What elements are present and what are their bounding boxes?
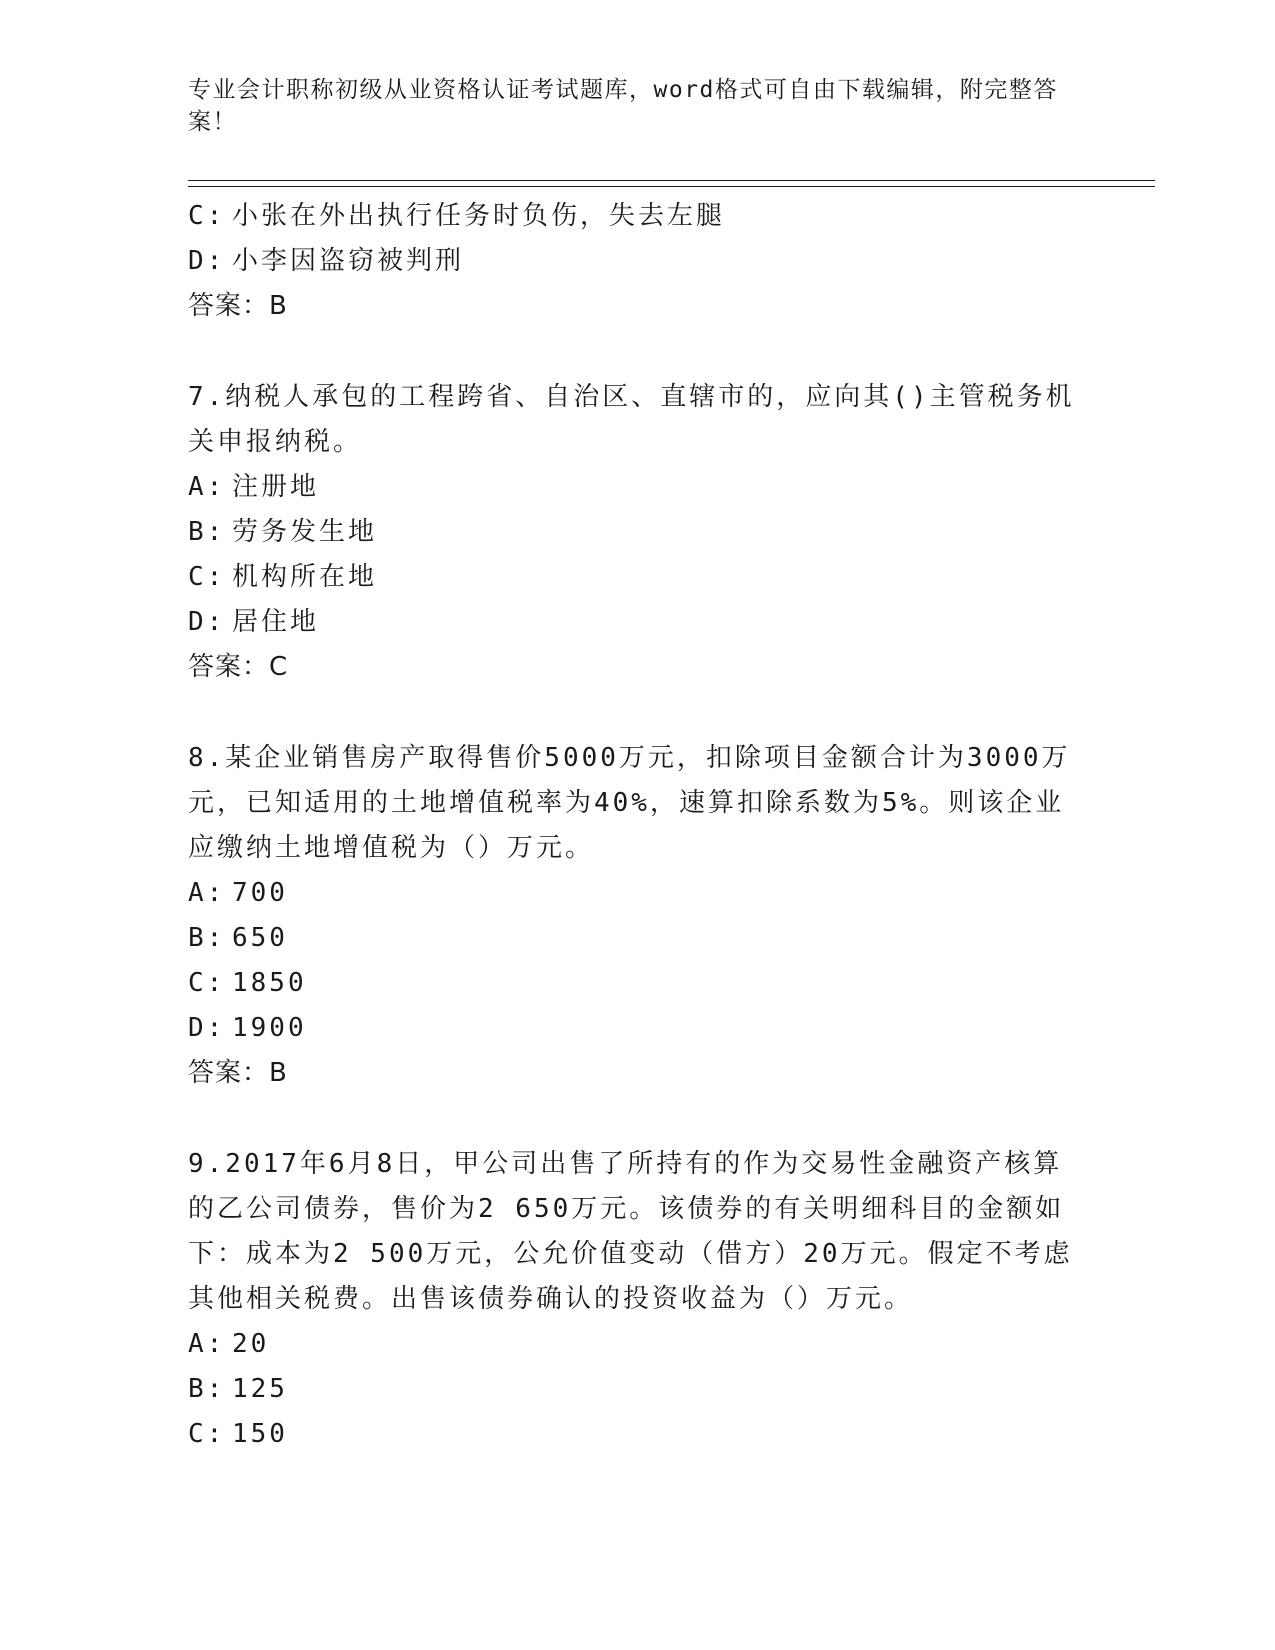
option-text: 小李因盗窃被判刑 — [232, 246, 465, 276]
option-a — [188, 1322, 1088, 1367]
option-letter: C: — [188, 201, 226, 231]
option-letter: D: — [188, 246, 226, 276]
option-letter: B: — [188, 923, 226, 953]
option-letter: A: — [188, 878, 226, 908]
option-c — [188, 1412, 1088, 1457]
question-7 — [188, 375, 1075, 465]
question-stem-line: 应缴纳土地增值税为（）万元。 — [188, 833, 595, 863]
question-stem-line: 8.某企业销售房产取得售价5000万元，扣除项目金额合计为3000万 — [188, 743, 1071, 773]
option-a — [188, 465, 1088, 510]
option-b — [188, 1367, 1088, 1412]
question-stem-line: 元，已知适用的土地增值税率为40%，速算扣除系数为5%。则该企业 — [188, 788, 1065, 818]
question-stem-line: 的乙公司债券，售价为2 650万元。该债券的有关明细科目的金额如 — [188, 1194, 1065, 1224]
option-letter: D: — [188, 607, 226, 637]
option-text: 650 — [232, 923, 288, 953]
option-d — [188, 239, 1088, 284]
option-text: 1900 — [232, 1013, 307, 1043]
option-letter: D: — [188, 1013, 226, 1043]
answer-line: 答案：C — [188, 652, 289, 682]
option-c — [188, 961, 1088, 1006]
question-8 — [188, 736, 1071, 871]
option-a — [188, 871, 1088, 916]
question-9 — [188, 1142, 1073, 1322]
header-divider — [188, 180, 1155, 187]
option-letter: C: — [188, 968, 226, 998]
option-text: 125 — [232, 1374, 288, 1404]
option-letter: C: — [188, 562, 226, 592]
option-text: 劳务发生地 — [232, 517, 378, 547]
answer-line: 答案：B — [188, 291, 288, 321]
option-letter: A: — [188, 1329, 226, 1359]
question-stem-line: 关申报纳税。 — [188, 427, 363, 457]
question-stem-line: 7.纳税人承包的工程跨省、自治区、直辖市的，应向其()主管税务机 — [188, 382, 1075, 412]
question-stem-line: 其他相关税费。出售该债券确认的投资收益为（）万元。 — [188, 1284, 914, 1314]
option-letter: A: — [188, 472, 226, 502]
option-text: 20 — [232, 1329, 270, 1359]
option-text: 700 — [232, 878, 288, 908]
option-c — [188, 555, 1088, 600]
option-text: 150 — [232, 1419, 288, 1449]
option-text: 机构所在地 — [232, 562, 378, 592]
option-text: 居住地 — [232, 607, 320, 637]
question-content — [188, 194, 1088, 1457]
question-stem-line: 9.2017年6月8日，甲公司出售了所持有的作为交易性金融资产核算 — [188, 1149, 1063, 1179]
option-letter: C: — [188, 1419, 226, 1449]
option-c — [188, 194, 1088, 239]
option-d — [188, 1006, 1088, 1051]
question-stem-line: 下：成本为2 500万元，公允价值变动（借方）20万元。假定不考虑 — [188, 1239, 1073, 1269]
option-text: 注册地 — [232, 472, 320, 502]
option-letter: B: — [188, 1374, 226, 1404]
option-text: 1850 — [232, 968, 307, 998]
answer-line: 答案：B — [188, 1058, 288, 1088]
option-letter: B: — [188, 517, 226, 547]
option-d — [188, 600, 1088, 645]
page-header: 专业会计职称初级从业资格认证考试题库，word格式可自由下载编辑，附完整答案！ — [188, 77, 1058, 135]
option-b — [188, 916, 1088, 961]
option-b — [188, 510, 1088, 555]
option-text: 小张在外出执行任务时负伤，失去左腿 — [232, 201, 726, 231]
